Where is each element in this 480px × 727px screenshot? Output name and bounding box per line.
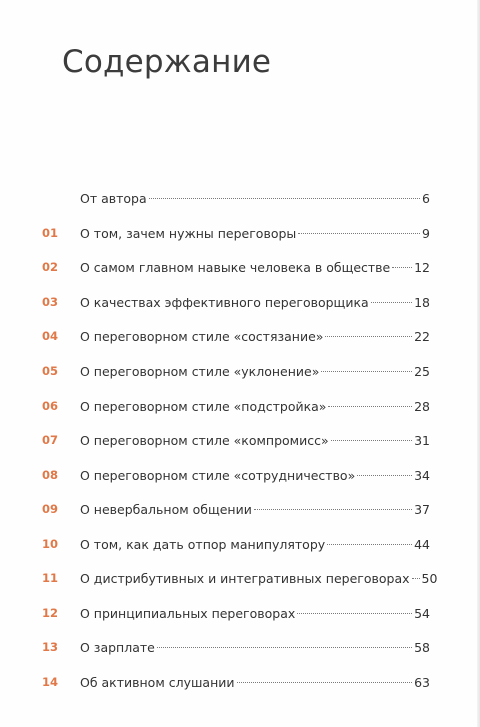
dot-leader [321,371,412,372]
toc-entry [80,188,430,210]
toc-entry [80,603,430,625]
toc-entry [80,396,430,418]
page-number: 18 [414,295,430,310]
chapter-title: От автора [80,191,147,206]
chapter-title: О том, как дать отпор манипулятору [80,537,326,552]
dot-leader [237,682,413,683]
toc-entry [80,326,430,348]
page-number: 54 [414,606,430,621]
chapter-number: 03 [42,295,59,309]
toc-entry [80,430,430,452]
chapter-title: О самом главном навыке человека в обществе [80,260,391,275]
dot-leader [298,233,420,234]
toc-entry [80,257,430,279]
dot-leader [392,267,412,268]
toc-entry [80,361,430,383]
toc-row [0,292,480,314]
chapter-number: 12 [42,606,59,620]
page-number: 31 [414,433,430,448]
dot-leader [371,302,412,303]
chapter-title: О переговорном стиле «компромисс» [80,433,329,448]
dot-leader [297,613,412,614]
chapter-number: 02 [42,260,59,274]
page-title: Содержание [62,44,272,80]
chapter-number: 09 [42,502,59,516]
toc-row [0,499,480,521]
page-number: 63 [414,675,430,690]
chapter-title: О переговорном стиле «сотрудничество» [80,468,356,483]
toc-entry [80,223,430,245]
toc-row [0,326,480,348]
chapter-title: О зарплате [80,640,155,655]
dot-leader [412,578,420,579]
toc-entry [80,568,438,590]
chapter-title: О том, зачем нужны переговоры [80,226,297,241]
chapter-title: О принципиальных переговорах [80,606,296,621]
chapter-number: 04 [42,329,59,343]
chapter-number: 10 [42,537,59,551]
toc-row [0,430,480,452]
dot-leader [328,406,412,407]
toc-entry [80,465,430,487]
toc-row [0,188,480,210]
chapter-number: 05 [42,364,59,378]
chapter-title: Об активном слушании [80,675,235,690]
dot-leader [331,440,412,441]
dot-leader [254,509,412,510]
page-number: 44 [414,537,430,552]
chapter-title: О переговорном стиле «состязание» [80,329,324,344]
chapter-number: 06 [42,399,59,413]
page-number: 22 [414,329,430,344]
chapter-number: 01 [42,226,59,240]
chapter-title: О качествах эффективного переговорщика [80,295,369,310]
toc-row [0,568,480,590]
chapter-number: 14 [42,675,59,689]
toc-entry [80,672,430,694]
dot-leader [157,647,412,648]
page-number: 12 [414,260,430,275]
toc-row [0,361,480,383]
toc-row [0,223,480,245]
toc-row [0,534,480,556]
page-number: 50 [421,571,438,586]
page-number: 6 [422,191,430,206]
dot-leader [327,544,412,545]
page-number: 9 [422,226,430,241]
chapter-number: 11 [42,571,59,585]
page-number: 58 [414,640,430,655]
chapter-title: О переговорном стиле «подстройка» [80,399,327,414]
chapter-number: 08 [42,468,59,482]
toc-row [0,396,480,418]
chapter-number: 07 [42,433,59,447]
chapter-number: 13 [42,640,59,654]
chapter-title: О дистрибутивных и интегративных переговорах [80,571,410,586]
toc-row [0,637,480,659]
chapter-title: О переговорном стиле «уклонение» [80,364,320,379]
dot-leader [357,475,412,476]
page-number: 25 [414,364,430,379]
toc-row [0,603,480,625]
toc-row [0,672,480,694]
toc-entry [80,637,430,659]
page-number: 37 [414,502,430,517]
toc-entry [80,534,430,556]
toc-row [0,257,480,279]
toc-row [0,465,480,487]
toc-entry [80,292,430,314]
dot-leader [149,198,420,199]
page-number: 28 [414,399,430,414]
chapter-title: О невербальном общении [80,502,252,517]
page-number: 34 [414,468,430,483]
dot-leader [325,336,412,337]
toc-entry [80,499,430,521]
